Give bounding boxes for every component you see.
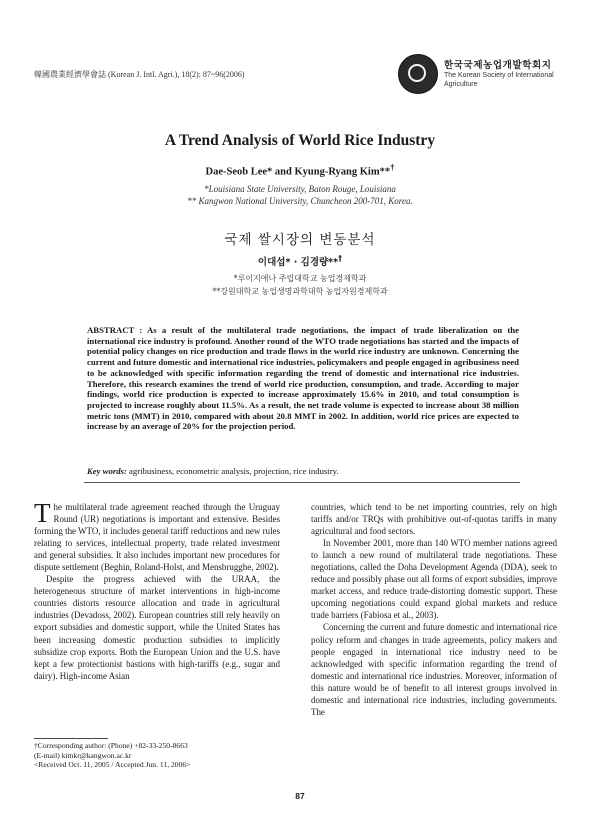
author-line: [0, 162, 600, 178]
intro-paragraph-2: Despite the progress achieved with the URAA, the heterogeneous structure of market interventions in high-income countries distorts resource allocation and trade in agricultural industries (Devadoss, 2002). European countries still rely heavily on export subsidies and domestic support, while the United States has been increasing domestic production subsidies to implicitly subsidize crop exports. Both the European Union and the U.S. have kept a few protectionist bastions with high-tariffs (e.g., sugar and dairy). High-income Asian: [34, 574, 280, 681]
intro-paragraph-1-text: he multilateral trade agreement reached through the Uruguay Round (UR) negotiations is important and extensive. Besides forming the WTO, it includes general tariff reductions and new rules relating to services, intellectual property, trade related investment and general subsidies. It also includes important new procedures for dispute settlement (Beghin, Roland-Holst, and Mensbrugghe, 2002).: [34, 502, 280, 573]
paper-title: A Trend Analysis of World Rice Industry: [164, 132, 436, 149]
footnote-corresponding-author: †Corresponding author: (Phone) +82-33-250-8663: [34, 741, 188, 750]
affiliation-1: *Louisiana State University, Baton Rouge, Louisiana: [204, 184, 396, 194]
right-paragraph-2: In November 2001, more than 140 WTO member nations agreed to launch a new round of multilateral trade negotiations. These negotiations, called the Doha Development Agenda (DDA), seek to reduce and possibly phase out all forms of export subsidies, improve market access, and reduce trade-distorting domestic support. These upcoming negotiations could expand global markets and reduce trade barriers (Fabiosa et al., 2003).: [311, 538, 557, 621]
society-name-english: The Korean Society of International Agriculture: [444, 72, 554, 88]
society-name-korean: 한국국제농업개발학회지: [444, 60, 552, 71]
korean-affiliation-1: *루이지애나 주립대학교 농업경제학과: [233, 274, 367, 283]
journal-reference: 韓國農業經濟學會誌 (Korean J. Intl. Agri.), 18(2): 87~96(2006): [34, 70, 245, 79]
keywords-text: agribusiness, econometric analysis, projection, rice industry.: [129, 466, 339, 476]
right-paragraph-3: Concerning the current and future domestic and international rice policy reform and changes in trade agreements, policy makers and people engaged in international rice industry need to be acknowledged with specific information regarding the trend of domestic and international rice industries. Moreover, information of this nature would be of benefit to all interest groups involved in domestic and international rice industries, including governments. The: [311, 622, 557, 717]
keywords: [87, 466, 519, 476]
korean-affiliation-2: **강원대학교 농업생명과학대학 농업자원경제학과: [212, 287, 388, 296]
footnotes: [34, 741, 294, 770]
society-seal-icon: [398, 54, 438, 94]
abstract-label: ABSTRACT :: [87, 325, 143, 335]
abstract-text: As a result of the multilateral trade negotiations, the impact of trade liberalization on the international rice industry is profound. Another round of the WTO trade negotiations has started and the impacts of potential policy changes on rice production and trade flows in the world rice industry are unknown. Concerning the current and future domestic and international rice industries, policymakers and people engaged in agribusiness need to be acknowledged with specific information regarding the trend of domestic and international rice industries. Therefore, this research examines the trend of world rice production, consumption, and trade. According to major findings, world rice production is expected to increase approximately 15.6% in 2010, and total consumption is projected to increase roughly about 11.5%. As a result, the net trade volume is expected to increase about 38 million metric tons (MMT) in 2010, compared with about 20.8 MMT in 2002. In addition, world rice prices are expected to increase by an average of 20% for the projection period.: [87, 325, 519, 432]
right-paragraph-1: countries, which tend to be net importing countries, rely on high tariffs and/or TRQs with prohibitive out-of-quotas tariffs in many agricultural and food sectors.: [311, 502, 557, 537]
corresponding-author-mark: †: [390, 162, 395, 172]
society-logo-block: [398, 54, 578, 94]
page-number: 87: [295, 791, 305, 801]
abstract-divider: [84, 482, 520, 483]
author-names: Dae-Seob Lee* and Kyung-Ryang Kim**: [205, 166, 391, 178]
footnote-email: (E-mail) kimkr@kangwon.ac.kr: [34, 750, 132, 760]
body-column-left: [34, 498, 280, 682]
abstract: [87, 325, 519, 432]
drop-cap: T: [34, 498, 51, 528]
footnote-divider: [34, 738, 108, 739]
intro-paragraph-1: [34, 498, 280, 573]
footnote-received-accepted: <Received Oct. 11, 2005 / Accepted Jun. 11, 2006>: [34, 760, 191, 769]
affiliation-2: ** Kangwon National University, Chuncheon 200-701, Korea.: [187, 196, 413, 206]
korean-corresponding-mark: †: [338, 254, 343, 263]
korean-author-names: 이대섭* · 김경량**: [257, 257, 339, 269]
korean-author-line: [0, 254, 600, 268]
body-column-right: [311, 501, 557, 718]
keywords-label: Key words:: [87, 466, 127, 476]
korean-title: 국제 쌀시장의 변동분석: [224, 232, 376, 248]
